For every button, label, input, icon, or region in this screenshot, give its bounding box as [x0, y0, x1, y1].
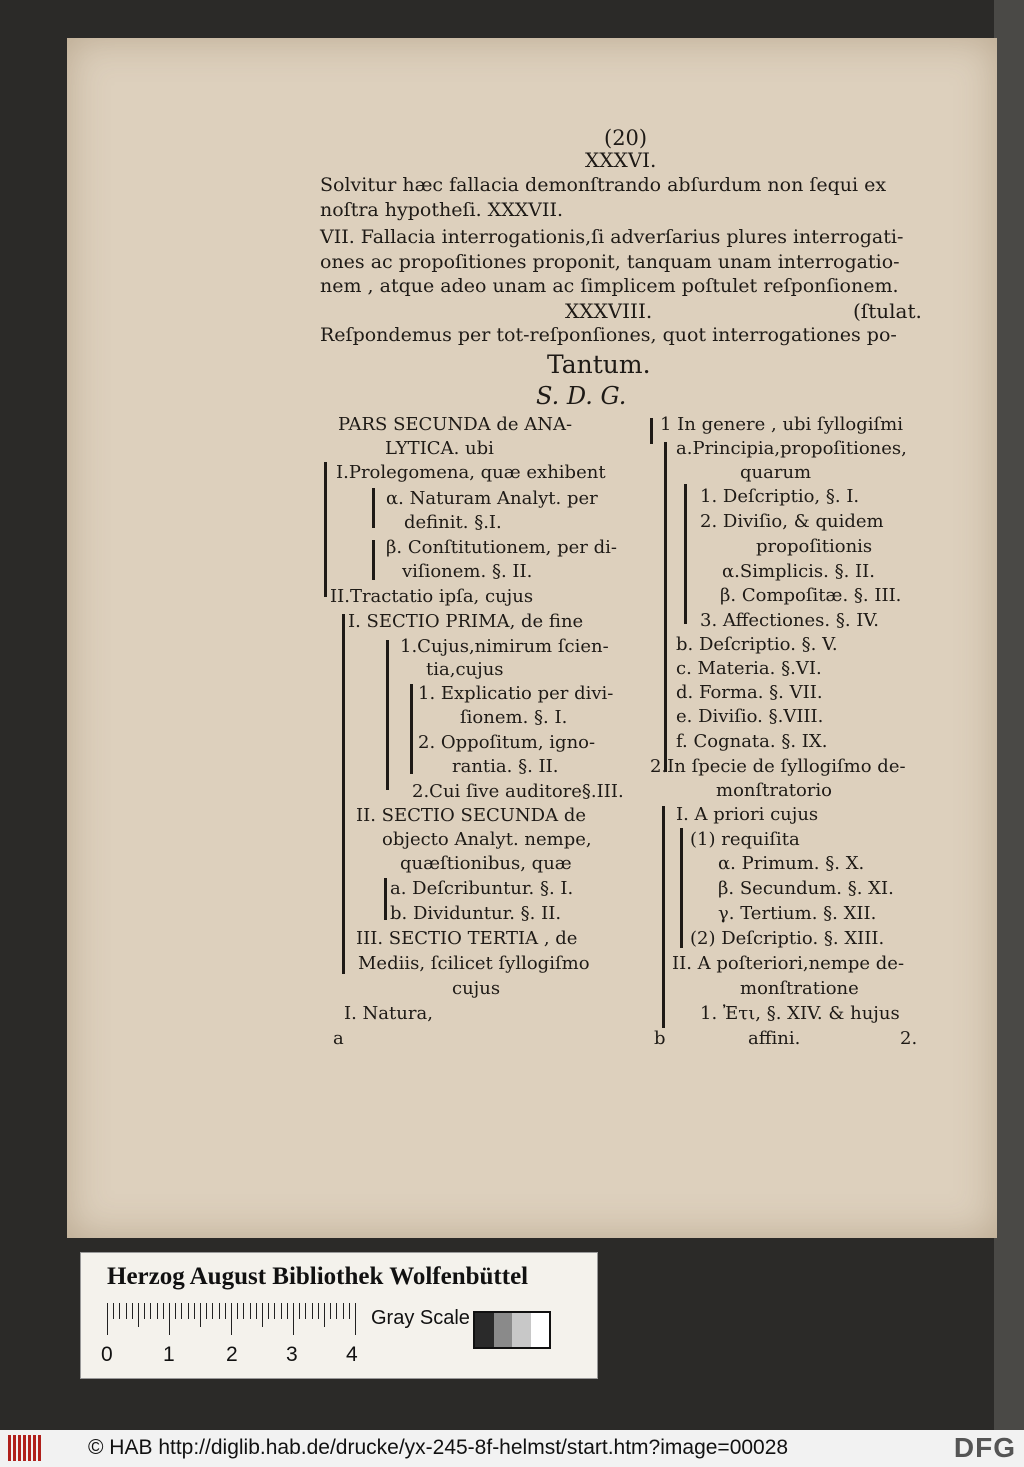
- copyright-url[interactable]: © HAB http://diglib.hab.de/drucke/yx-245-8f-helmst/start.htm?image=00028: [88, 1436, 789, 1459]
- ruler-tick: [250, 1303, 251, 1319]
- left-column-entry: rantia. §. II.: [452, 756, 559, 777]
- brace: [372, 540, 375, 580]
- left-column-entry: objecto Analyt. nempe,: [382, 829, 592, 850]
- left-column-entry: 1. Explicatio per divi-: [418, 683, 614, 704]
- right-column-entry: 2.: [900, 1028, 918, 1049]
- left-column-entry: I. SECTIO PRIMA, de fine: [348, 611, 584, 632]
- ruler-tick: [225, 1303, 226, 1319]
- ruler-tick: [138, 1303, 139, 1327]
- ruler-number: 4: [346, 1343, 358, 1366]
- ruler-tick: [181, 1303, 182, 1319]
- gray-swatch: [494, 1313, 513, 1347]
- ruler-tick: [243, 1303, 244, 1319]
- left-column-entry: 2.Cui ſive auditore§.III.: [412, 781, 624, 802]
- gray-swatch: [475, 1313, 494, 1347]
- right-column-entry: monſtratorio: [716, 780, 832, 801]
- ruler-tick: [219, 1303, 220, 1319]
- ruler-tick: [256, 1303, 257, 1319]
- right-column-entry: 1. Deſcriptio, §. I.: [700, 486, 860, 507]
- left-column-entry: Mediis, ſcilicet ſyllogiſmo: [358, 953, 590, 974]
- right-column-entry: monſtratione: [740, 978, 859, 999]
- left-column-entry: b. Dividuntur. §. II.: [390, 903, 562, 924]
- text-line: noſtra hypotheſi. XXXVII.: [320, 199, 564, 221]
- brace: [662, 806, 665, 1028]
- footer-bar: [0, 1430, 1024, 1467]
- right-column-entry: (2) Deſcriptio. §. XIII.: [690, 928, 885, 949]
- brace: [342, 614, 345, 974]
- right-column-entry: (1) requiſita: [690, 829, 800, 850]
- ruler-number: 3: [286, 1343, 298, 1366]
- brace: [384, 878, 387, 920]
- left-column-entry: I. Natura,: [344, 1003, 433, 1024]
- left-column-entry: PARS SECUNDA de ANA-: [338, 414, 573, 435]
- right-column-entry: 1 In genere , ubi ſyllogiſmi: [660, 414, 903, 435]
- right-column-entry: e. Diviſio. §.VIII.: [676, 706, 824, 727]
- right-column-entry: c. Materia. §.VI.: [676, 658, 822, 679]
- left-column-entry: I.Prolegomena, quæ exhibent: [336, 462, 606, 483]
- ruler-tick: [113, 1303, 114, 1319]
- left-column-entry: viſionem. §. II.: [402, 561, 533, 582]
- ruler-tick: [281, 1303, 282, 1319]
- right-column-entry: 2.In ſpecie de ſyllogiſmo de-: [650, 756, 906, 777]
- right-column-entry: quarum: [740, 462, 812, 483]
- right-column-entry: II. A poſteriori,nempe de-: [672, 953, 905, 974]
- left-column-entry: β. Conſtitutionem, per di-: [386, 537, 617, 558]
- section-xxxviii: XXXVIII.: [565, 299, 653, 323]
- ruler-tick: [175, 1303, 176, 1319]
- ruler-tick: [349, 1303, 350, 1319]
- ruler-tick: [262, 1303, 263, 1327]
- tantum-heading: Tantum.: [547, 350, 651, 379]
- ruler-tick: [144, 1303, 145, 1319]
- right-column-entry: β. Secundum. §. XI.: [718, 878, 894, 899]
- left-column-entry: a: [333, 1028, 344, 1049]
- brace: [386, 640, 389, 790]
- ruler-tick: [293, 1303, 294, 1335]
- ruler-tick: [188, 1303, 189, 1319]
- left-column-entry: II.Tractatio ipſa, cujus: [330, 586, 534, 607]
- dfg-logo: DFG: [953, 1432, 1016, 1463]
- brace: [680, 828, 683, 948]
- right-column-entry: propoſitionis: [756, 536, 873, 557]
- right-column-entry: 2. Diviſio, & quidem: [700, 511, 884, 532]
- ruler-tick: [119, 1303, 120, 1319]
- library-name: Herzog August Bibliothek Wolfenbüttel: [107, 1263, 529, 1290]
- right-column-entry: 1. Ἐτι, §. XIV. & hujus: [700, 1003, 900, 1024]
- text-line: Solvitur hæc fallacia demonſtrando abſurdum non ſequi ex: [320, 174, 887, 196]
- ruler-tick: [157, 1303, 158, 1319]
- ruler-tick: [163, 1303, 164, 1319]
- right-column-entry: α.Simplicis. §. II.: [722, 561, 875, 582]
- page-number: (20): [604, 126, 648, 150]
- right-column-entry: d. Forma. §. VII.: [676, 682, 823, 703]
- ruler-tick: [200, 1303, 201, 1327]
- ruler-tick: [287, 1303, 288, 1319]
- right-column-entry: I. A priori cujus: [676, 804, 819, 825]
- sdg-line: S. D. G.: [536, 382, 627, 410]
- text-line: VII. Fallacia interrogationis,ſi adverſarius plures interrogati-: [320, 226, 904, 248]
- ruler-tick: [126, 1303, 127, 1319]
- left-column-entry: tia,cujus: [426, 659, 504, 680]
- ruler-tick: [324, 1303, 325, 1327]
- hab-logo-icon: [8, 1435, 48, 1461]
- gray-scale-label: Gray Scale: [371, 1307, 470, 1329]
- color-ruler-card: [80, 1252, 598, 1379]
- ruler-tick: [312, 1303, 313, 1319]
- left-column-entry: II. SECTIO SECUNDA de: [356, 805, 586, 826]
- ruler-tick: [212, 1303, 213, 1319]
- ruler-tick: [169, 1303, 170, 1335]
- brace: [664, 442, 667, 772]
- right-column-entry: γ. Tertium. §. XII.: [718, 903, 877, 924]
- column-divider: [650, 418, 653, 444]
- text-line: ones ac propoſitiones proponit, tanquam unam interrogatio-: [320, 251, 900, 273]
- brace: [372, 488, 375, 528]
- left-column-entry: ſionem. §. I.: [460, 707, 568, 728]
- left-column-entry: quæſtionibus, quæ: [400, 853, 572, 874]
- right-column-entry: affini.: [748, 1028, 801, 1049]
- ruler-tick: [274, 1303, 275, 1319]
- ruler-tick: [194, 1303, 195, 1319]
- ruler-number: 2: [226, 1343, 238, 1366]
- right-column-entry: 3. Affectiones. §. IV.: [700, 610, 879, 631]
- ruler-tick: [231, 1303, 232, 1335]
- ruler-number: 1: [163, 1343, 175, 1366]
- left-column-entry: α. Naturam Analyt. per: [386, 488, 598, 509]
- ruler-tick: [355, 1303, 356, 1335]
- ruler-tick: [299, 1303, 300, 1319]
- ruler-tick: [330, 1303, 331, 1319]
- text-line: nem , atque adeo unam ac ſimplicem poſtulet reſponſionem.: [320, 275, 899, 297]
- brace: [324, 462, 327, 597]
- ruler-tick: [206, 1303, 207, 1319]
- right-column-entry: α. Primum. §. X.: [718, 853, 865, 874]
- right-column-entry: β. Compoſitæ. §. III.: [720, 585, 902, 606]
- ruler-tick: [107, 1303, 108, 1335]
- left-column-entry: definit. §.I.: [404, 512, 502, 533]
- left-column-entry: 1.Cujus,nimirum ſcien-: [400, 636, 609, 657]
- text-line: Reſpondemus per tot-reſponſiones, quot interrogationes po-: [320, 324, 897, 346]
- ruler-tick: [336, 1303, 337, 1319]
- section-xxxvi: XXXVI.: [585, 148, 657, 172]
- ruler-tick: [150, 1303, 151, 1319]
- ruler-tick: [305, 1303, 306, 1319]
- brace: [410, 684, 413, 774]
- text-fragment: (ſtulat.: [853, 299, 922, 323]
- ruler-scale: [107, 1303, 363, 1335]
- ruler-tick: [318, 1303, 319, 1319]
- right-column-entry: b: [654, 1028, 666, 1049]
- gray-scale-swatches: [473, 1311, 551, 1349]
- left-column-entry: a. Deſcribuntur. §. I.: [390, 878, 574, 899]
- scan-background-strip: [994, 0, 1024, 1430]
- gray-swatch: [512, 1313, 531, 1347]
- right-column-entry: a.Principia,propoſitiones,: [676, 438, 907, 459]
- ruler-number: 0: [101, 1343, 113, 1366]
- left-column-entry: LYTICA. ubi: [385, 438, 494, 459]
- left-column-entry: III. SECTIO TERTIA , de: [356, 928, 578, 949]
- ruler-tick: [343, 1303, 344, 1319]
- right-column-entry: b. Deſcriptio. §. V.: [676, 634, 838, 655]
- ruler-tick: [237, 1303, 238, 1319]
- left-column-entry: 2. Oppoſitum, igno-: [418, 732, 596, 753]
- brace: [684, 484, 687, 624]
- right-column-entry: f. Cognata. §. IX.: [676, 731, 828, 752]
- ruler-tick: [268, 1303, 269, 1319]
- ruler-tick: [132, 1303, 133, 1319]
- left-column-entry: cujus: [452, 978, 501, 999]
- gray-swatch: [531, 1313, 550, 1347]
